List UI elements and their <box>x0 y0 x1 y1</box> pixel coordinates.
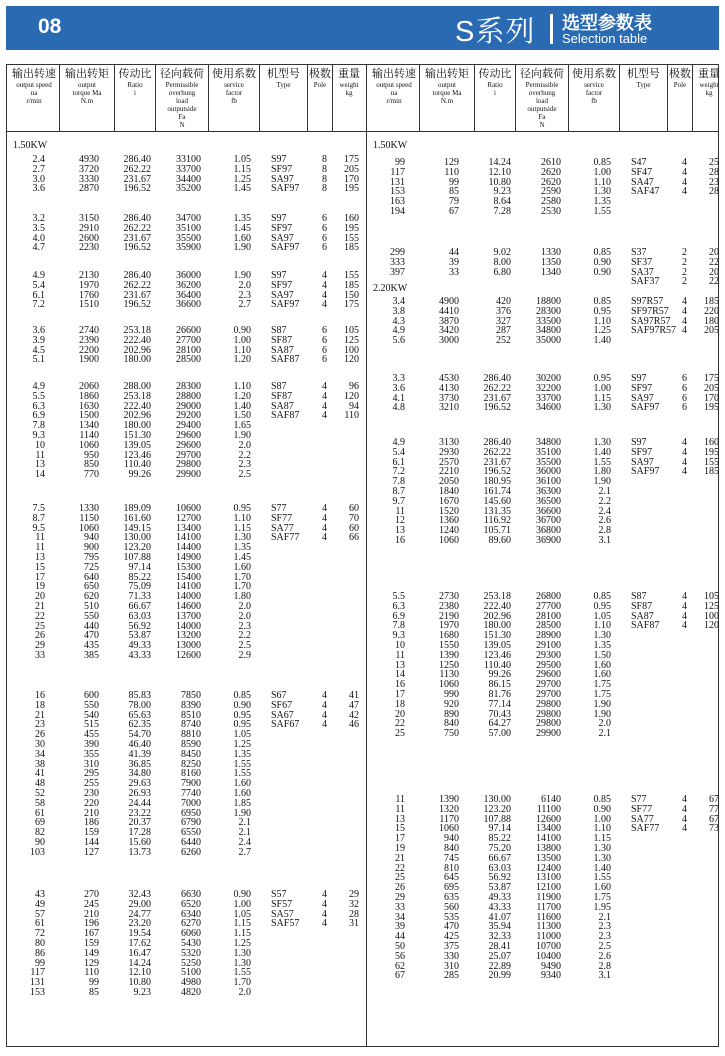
column-divider <box>515 65 516 131</box>
column-speed-values: 7.5 8.7 9.5 11 11 13 15 17 19 20 21 22 25 26 29 33 <box>32 503 45 661</box>
column-sf-values: 1.10 1.20 1.40 1.50 1.65 1.90 2.0 2.2 2.3 2.5 <box>233 381 251 481</box>
column-header <box>333 69 365 97</box>
column-header <box>668 69 692 89</box>
column-load-values: 10600 12700 13400 14100 14400 14900 15300 15400 14100 14000 14600 13700 14000 13200 13000 12600 <box>176 503 201 661</box>
column-load-values: 18800 28300 33500 34800 35000 <box>536 296 561 347</box>
title-en: Selection table <box>562 31 648 46</box>
column-speed-values: 3.6 3.9 4.5 5.1 <box>32 325 45 366</box>
column-header-cn: 输出转速 <box>12 68 56 80</box>
column-pole-values: 4 4 4 4 <box>682 591 687 632</box>
column-header-en: weight kg <box>699 81 719 97</box>
column-header-cn: 重量 <box>698 68 720 80</box>
power-label: 2.20KW <box>373 283 408 294</box>
column-header <box>260 69 307 89</box>
column-divider <box>59 65 60 131</box>
column-ratio-values: 286.40 262.22 231.67 196.52 180.95 161.74 145.60 131.35 116.92 105.71 89.60 <box>483 437 511 546</box>
column-divider <box>114 65 115 131</box>
column-weight-values: 160 195 155 185 <box>704 437 719 478</box>
column-load-values: 26800 27700 28100 28500 28900 29100 29300 29500 29600 29700 29700 29800 29800 29800 29900 <box>536 591 561 740</box>
column-header-en: Pole <box>313 81 327 89</box>
column-type-values: S57 SF57 SA57 SAF57 <box>271 889 300 930</box>
column-divider <box>155 65 156 131</box>
column-weight-values: 20 22 20 22 <box>709 247 719 288</box>
center-divider <box>366 65 367 1046</box>
column-torque-values: 4930 3720 3330 2870 <box>79 154 99 195</box>
column-pole-values: 4 4 4 4 <box>322 889 327 930</box>
column-pole-values: 4 4 4 4 <box>322 381 327 422</box>
column-speed-values: 11 11 13 15 17 19 21 22 25 26 29 33 34 39 44 50 56 62 67 <box>395 794 405 982</box>
column-speed-values: 2.4 2.7 3.0 3.6 <box>32 154 45 195</box>
column-pole-values: 4 4 4 4 <box>682 794 687 835</box>
column-load-values: 34800 35100 35500 36000 36100 36300 36500 36600 36700 36800 36900 <box>536 437 561 546</box>
column-header <box>60 69 114 105</box>
column-torque-values: 4900 4410 3870 3420 3000 <box>439 296 459 347</box>
column-ratio-values: 286.40 262.22 231.67 196.52 <box>123 213 151 254</box>
column-sf-values: 0.95 1.00 1.15 1.30 <box>593 373 611 414</box>
column-type-values: S77 SF77 SA77 SAF77 <box>631 794 660 835</box>
column-header <box>156 69 208 129</box>
column-torque-values: 2740 2390 2200 1900 <box>79 325 99 366</box>
column-speed-values: 4.9 5.5 6.3 6.9 7.8 9.3 10 11 13 14 <box>32 381 45 481</box>
column-speed-values: 4.9 5.4 6.1 7.2 7.8 8.7 9.7 11 12 13 16 <box>392 437 405 546</box>
column-torque-values: 4530 4130 3730 3210 <box>439 373 459 414</box>
column-type-values: S77 SF77 SA77 SAF77 <box>271 503 300 544</box>
column-sf-values: 0.90 1.00 1.05 1.15 1.15 1.25 1.30 1.30 1.55 1.70 2.0 <box>233 889 251 998</box>
column-sf-values: 0.85 0.90 1.00 1.10 1.15 1.30 1.30 1.40 1.55 1.60 1.75 1.95 2.1 2.3 2.3 2.5 2.6 2.8 3.1 <box>593 794 611 982</box>
column-torque-values: 3150 2910 2600 2230 <box>79 213 99 254</box>
column-header <box>693 69 725 97</box>
power-label: 1.50KW <box>373 140 408 151</box>
column-torque-values: 1390 1320 1170 1060 940 840 745 810 645 695 635 560 535 470 425 375 330 310 285 <box>439 794 459 982</box>
column-load-values: 36000 36200 36400 36600 <box>176 270 201 311</box>
column-load-values: 30200 32200 33700 34600 <box>536 373 561 414</box>
column-torque-values: 3130 2930 2570 2210 2050 1840 1670 1520 1360 1240 1060 <box>439 437 459 546</box>
column-speed-values: 4.9 5.4 6.1 7.2 <box>32 270 45 311</box>
column-pole-values: 4 4 4 4 <box>322 690 327 731</box>
column-type-values: S97 SF97 SA97 SAF97 <box>271 154 300 195</box>
column-divider <box>307 65 308 131</box>
column-divider <box>692 65 693 131</box>
column-header-en: Pole <box>673 81 687 89</box>
column-ratio-values: 253.18 222.40 202.96 180.00 <box>123 325 151 366</box>
column-sf-values: 0.90 1.00 1.10 1.20 <box>233 325 251 366</box>
column-header <box>369 69 419 105</box>
column-ratio-values: 9.02 8.00 6.80 <box>493 247 511 278</box>
column-divider <box>419 65 420 131</box>
column-header-en: Ratio i <box>487 81 503 97</box>
column-pole-values: 4 4 4 4 <box>682 296 687 337</box>
column-type-values: S97 SF97 SA97 SAF97 <box>271 213 300 254</box>
column-sf-values: 1.30 1.40 1.55 1.80 1.90 2.1 2.2 2.4 2.6 2.8 3.1 <box>593 437 611 546</box>
column-header-en: Type <box>276 81 291 89</box>
column-speed-values: 299 333 397 <box>390 247 405 278</box>
selection-table <box>6 64 719 1047</box>
column-type-values: S87 SF87 SA87 SAF87 <box>271 381 300 422</box>
column-pole-values: 6 6 6 6 <box>322 325 327 366</box>
column-header <box>569 69 619 105</box>
column-type-values: S97 SF97 SA97 SAF97 <box>631 437 660 478</box>
column-load-values: 6140 11100 12600 13400 14100 13800 13500 12400 13100 12100 11900 11700 11600 11300 11000 10700 10400 9490 9340 <box>536 794 561 982</box>
column-weight-values: 160 195 155 185 <box>344 213 359 254</box>
column-header-cn: 径向载荷 <box>520 68 564 80</box>
column-pole-values: 4 4 4 4 <box>322 270 327 311</box>
column-pole-values: 4 4 4 4 <box>322 503 327 544</box>
column-header-cn: 径向载荷 <box>160 68 204 80</box>
column-weight-values: 60 70 60 66 <box>349 503 359 544</box>
column-header-en: output speed na r/min <box>16 81 52 105</box>
column-ratio-values: 130.00 123.20 107.88 97.14 85.22 75.20 66.67 63.03 56.92 53.87 49.33 43.33 41.07 35.94 32.33 28.41 25.07 22.89 20.99 <box>483 794 511 982</box>
column-speed-values: 43 49 57 61 72 80 86 99 117 131 153 <box>30 889 45 998</box>
column-load-values: 34700 35100 35500 35900 <box>176 213 201 254</box>
column-sf-values: 1.35 1.45 1.60 1.90 <box>233 213 251 254</box>
column-sf-values: 0.85 0.95 1.05 1.10 1.30 1.35 1.50 1.60 1.60 1.75 1.75 1.90 1.90 2.0 2.1 <box>593 591 611 740</box>
column-type-values: S87 SF87 SA87 SAF87 <box>271 325 300 366</box>
title-cn: 选型参数表 <box>562 13 652 33</box>
column-type-values: S37 SF37 SA37 SAF37 <box>631 247 660 288</box>
column-header-cn: 输出转矩 <box>65 68 109 80</box>
column-header-en: output speed na r/min <box>376 81 412 105</box>
column-speed-values: 5.5 6.3 6.9 7.8 9.3 10 11 13 14 16 17 18 20 22 25 <box>392 591 405 740</box>
column-ratio-values: 14.24 12.10 10.80 9.23 8.64 7.28 <box>488 157 511 217</box>
column-sf-values: 0.85 1.00 1.10 1.30 1.35 1.55 <box>593 157 611 217</box>
column-divider <box>474 65 475 131</box>
column-sf-values: 1.05 1.15 1.25 1.45 <box>233 154 251 195</box>
column-header-en: Permissible overhung load outputside Fa N <box>525 81 559 129</box>
column-weight-values: 105 125 100 120 <box>344 325 359 366</box>
column-sf-values: 0.85 0.90 0.95 0.95 1.05 1.25 1.35 1.55 1.55 1.60 1.60 1.85 1.90 2.1 2.1 2.4 2.7 <box>233 690 251 858</box>
column-type-values: S87 SF87 SA87 SAF87 <box>631 591 660 632</box>
column-pole-values: 4 4 4 4 <box>682 157 687 198</box>
column-divider <box>259 65 260 131</box>
column-load-values: 2610 2620 2620 2590 2580 2530 <box>541 157 561 217</box>
column-ratio-values: 85.83 78.00 65.63 62.35 54.70 46.40 41.39 36.85 34.80 29.63 26.93 24.44 23.22 20.37 17.28 15.60 13.73 <box>128 690 151 858</box>
series-title: S系列 <box>455 16 536 48</box>
column-speed-values: 3.3 3.6 4.1 4.8 <box>392 373 405 414</box>
column-weight-values: 185 220 180 205 <box>704 296 719 337</box>
power-label: 1.50KW <box>13 140 48 151</box>
column-torque-values: 2130 1970 1760 1510 <box>79 270 99 311</box>
column-type-values: S97 SF97 SA97 SAF97 <box>271 270 300 311</box>
title-separator <box>550 14 553 44</box>
column-header-cn: 传动比 <box>478 68 512 80</box>
column-pole-values: 8 8 8 8 <box>322 154 327 195</box>
column-ratio-values: 253.18 222.40 202.96 180.00 151.30 139.05 123.46 110.40 99.26 86.15 81.76 77.14 70.43 64.27 57.00 <box>483 591 511 740</box>
column-weight-values: 105 125 100 120 <box>704 591 719 632</box>
column-torque-values: 2730 2380 2190 1970 1680 1550 1390 1250 1130 1060 990 920 890 840 750 <box>439 591 459 740</box>
column-ratio-values: 32.43 29.00 24.77 23.20 19.54 17.62 16.47 14.24 12.10 10.80 9.23 <box>128 889 151 998</box>
column-header-en: Type <box>636 81 651 89</box>
column-header-en: output torque Ma N.m <box>432 81 462 105</box>
column-header-cn: 机型号 <box>267 68 300 80</box>
column-pole-values: 4 4 4 4 <box>682 437 687 478</box>
column-pole-values: 6 6 6 6 <box>322 213 327 254</box>
column-torque-values: 270 245 210 196 167 159 149 129 110 99 85 <box>84 889 99 998</box>
column-header-cn: 使用系数 <box>572 68 616 80</box>
column-load-values: 6630 6520 6340 6270 6060 5430 5320 5250 5100 4980 4820 <box>181 889 201 998</box>
column-header-en: service factor fb <box>584 81 604 105</box>
column-header-cn: 极数 <box>309 68 331 80</box>
column-header-cn: 输出转矩 <box>425 68 469 80</box>
column-speed-values: 3.4 3.8 4.3 4.9 5.6 <box>392 296 405 347</box>
column-header-cn: 重量 <box>338 68 360 80</box>
column-torque-values: 1330 1150 1060 940 900 795 725 640 650 620 510 550 440 470 435 385 <box>79 503 99 661</box>
column-header <box>9 69 59 105</box>
column-header-cn: 极数 <box>669 68 691 80</box>
column-header <box>420 69 474 105</box>
column-header-en: service factor fb <box>224 81 244 105</box>
page-header <box>6 6 719 50</box>
column-header-cn: 输出转速 <box>372 68 416 80</box>
column-sf-values: 1.90 2.0 2.3 2.7 <box>233 270 251 311</box>
column-header-en: Permissible overhung load outputside Fa N <box>165 81 199 129</box>
column-header <box>308 69 332 89</box>
column-torque-values: 129 110 99 85 79 67 <box>444 157 459 217</box>
column-weight-values: 155 185 150 175 <box>344 270 359 311</box>
column-header <box>620 69 667 89</box>
column-header-en: output torque Ma N.m <box>72 81 102 105</box>
column-header <box>115 69 155 97</box>
column-header <box>209 69 259 105</box>
column-ratio-values: 286.40 262.22 231.67 196.52 <box>483 373 511 414</box>
column-pole-values: 2 2 2 2 <box>682 247 687 288</box>
column-pole-values: 6 6 6 6 <box>682 373 687 414</box>
column-load-values: 33100 33700 34400 35200 <box>176 154 201 195</box>
column-divider <box>568 65 569 131</box>
header-divider <box>7 131 718 132</box>
column-torque-values: 44 39 33 <box>449 247 459 278</box>
column-weight-values: 96 120 94 110 <box>344 381 359 422</box>
column-header-cn: 传动比 <box>118 68 152 80</box>
column-speed-values: 3.2 3.5 4.0 4.7 <box>32 213 45 254</box>
column-divider <box>667 65 668 131</box>
column-speed-values: 16 18 21 23 26 30 34 38 41 48 52 58 61 69 82 90 103 <box>30 690 45 858</box>
column-load-values: 1330 1350 1340 <box>541 247 561 278</box>
column-weight-values: 67 77 67 73 <box>709 794 719 835</box>
column-type-values: S97 SF97 SA97 SAF97 <box>631 373 660 414</box>
column-torque-values: 600 550 540 515 455 390 355 310 295 255 230 220 210 186 159 144 127 <box>84 690 99 858</box>
column-torque-values: 2060 1860 1630 1500 1340 1140 1060 950 850 770 <box>79 381 99 481</box>
column-type-values: S47 SF47 SA47 SAF47 <box>631 157 660 198</box>
column-header-cn: 使用系数 <box>212 68 256 80</box>
column-header-cn: 机型号 <box>627 68 660 80</box>
column-weight-values: 25 28 23 28 <box>709 157 719 198</box>
column-load-values: 7850 8390 8510 8740 8810 8590 8450 8250 8160 7900 7740 7000 6950 6790 6550 6440 6260 <box>181 690 201 858</box>
column-speed-values: 99 117 131 153 163 194 <box>390 157 405 217</box>
column-type-values: S67 SF67 SA67 SAF67 <box>271 690 300 731</box>
column-weight-values: 175 205 170 195 <box>344 154 359 195</box>
column-load-values: 28300 28800 29000 29200 29400 29600 29600 29700 29800 29900 <box>176 381 201 481</box>
column-header <box>475 69 515 97</box>
column-ratio-values: 286.40 262.22 231.67 196.52 <box>123 270 151 311</box>
column-ratio-values: 286.40 262.22 231.67 196.52 <box>123 154 151 195</box>
column-header-en: weight kg <box>339 81 359 97</box>
column-ratio-values: 420 376 327 287 252 <box>496 296 511 347</box>
column-ratio-values: 288.00 253.18 222.40 202.96 180.00 151.30 139.05 123.46 110.40 99.26 <box>123 381 151 481</box>
page-number: 08 <box>38 15 62 38</box>
column-sf-values: 0.95 1.10 1.15 1.30 1.35 1.45 1.60 1.70 1.70 1.80 2.0 2.0 2.3 2.2 2.5 2.9 <box>233 503 251 661</box>
column-divider <box>332 65 333 131</box>
column-divider <box>619 65 620 131</box>
column-weight-values: 41 47 42 46 <box>349 690 359 731</box>
column-weight-values: 175 205 170 195 <box>704 373 719 414</box>
column-sf-values: 0.85 0.90 0.90 <box>593 247 611 278</box>
column-header <box>516 69 568 129</box>
column-load-values: 26600 27700 28100 28500 <box>176 325 201 366</box>
column-header-en: Ratio i <box>127 81 143 97</box>
column-weight-values: 29 32 28 31 <box>349 889 359 930</box>
column-sf-values: 0.85 0.95 1.10 1.25 1.40 <box>593 296 611 347</box>
column-divider <box>208 65 209 131</box>
column-ratio-values: 189.09 161.60 149.15 130.00 123.20 107.88 97.14 85.22 75.09 71.33 66.67 63.03 56.92 53.87 49.33 43.33 <box>123 503 151 661</box>
column-type-values: S97R57 SF97R57 SA97R57 SAF97R57 <box>631 296 677 337</box>
